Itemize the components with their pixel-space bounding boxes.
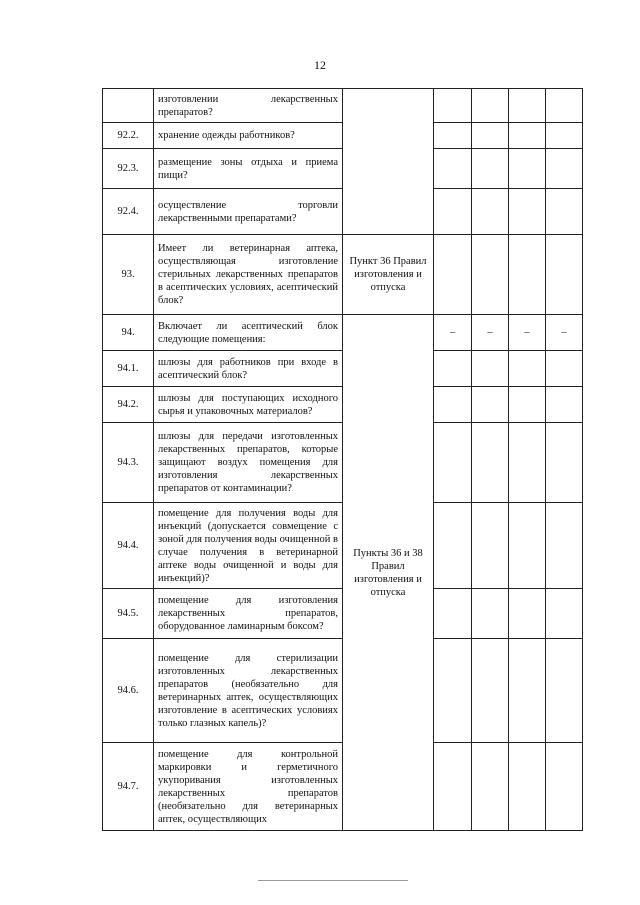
row-number: 94.5. [103, 589, 154, 639]
answer-cell[interactable] [546, 423, 583, 503]
answer-cell[interactable] [472, 423, 509, 503]
legal-reference: Пункты 36 и 38 Правил изготовления и отпуска [343, 315, 434, 831]
answer-cell[interactable] [472, 387, 509, 423]
answer-cell[interactable] [472, 189, 509, 235]
dash-mark: – [472, 315, 509, 351]
answer-cell[interactable] [472, 149, 509, 189]
row-number: 94.3. [103, 423, 154, 503]
row-question: размещение зоны отдыха и приема пищи? [154, 149, 343, 189]
answer-cell[interactable] [509, 743, 546, 831]
dash-mark: – [434, 315, 472, 351]
row-question: помещение для контрольной маркировки и герметичного укупоривания изготовленных лекарственных препаратов (необязательно для ветеринарных аптек, осуществляющих [154, 743, 343, 831]
answer-cell[interactable] [546, 149, 583, 189]
answer-cell[interactable] [434, 189, 472, 235]
row-question: осуществление торговли лекарственными препаратами? [154, 189, 343, 235]
answer-cell[interactable] [472, 589, 509, 639]
row-number: 93. [103, 235, 154, 315]
row-question: хранение одежды работников? [154, 123, 343, 149]
row-number [103, 89, 154, 123]
row-number: 94.2. [103, 387, 154, 423]
row-question: Имеет ли ветеринарная аптека, осуществляющая изготовление стерильных лекарственных препаратов в асептических условиях, асептический блок? [154, 235, 343, 315]
row-number: 94.4. [103, 503, 154, 589]
row-number: 94. [103, 315, 154, 351]
table-row [103, 235, 583, 315]
page-number: 12 [314, 58, 326, 72]
answer-cell[interactable] [509, 189, 546, 235]
row-question: изготовлении лекарственных препаратов? [154, 89, 343, 123]
answer-cell[interactable] [509, 351, 546, 387]
answer-cell[interactable] [472, 123, 509, 149]
answer-cell[interactable] [434, 123, 472, 149]
row-question: шлюзы для работников при входе в асептический блок? [154, 351, 343, 387]
answer-cell[interactable] [434, 423, 472, 503]
answer-cell[interactable] [472, 639, 509, 743]
row-number: 94.1. [103, 351, 154, 387]
answer-cell[interactable] [546, 387, 583, 423]
answer-cell[interactable] [546, 189, 583, 235]
row-question: шлюзы для передачи изготовленных лекарственных препаратов, которые защищают воздух помещения для изготовления лекарственных препаратов от контаминации? [154, 423, 343, 503]
answer-cell[interactable] [509, 423, 546, 503]
dash-mark: – [546, 315, 583, 351]
answer-cell[interactable] [472, 235, 509, 315]
answer-cell[interactable] [434, 149, 472, 189]
answer-cell[interactable] [546, 89, 583, 123]
answer-cell[interactable] [546, 743, 583, 831]
legal-reference-empty [343, 89, 434, 235]
answer-cell[interactable] [434, 639, 472, 743]
answer-cell[interactable] [509, 589, 546, 639]
answer-cell[interactable] [472, 743, 509, 831]
answer-cell[interactable] [546, 235, 583, 315]
answer-cell[interactable] [509, 639, 546, 743]
answer-cell[interactable] [472, 351, 509, 387]
answer-cell[interactable] [546, 589, 583, 639]
answer-cell[interactable] [434, 743, 472, 831]
answer-cell[interactable] [434, 387, 472, 423]
answer-cell[interactable] [546, 351, 583, 387]
row-number: 94.6. [103, 639, 154, 743]
answer-cell[interactable] [434, 503, 472, 589]
checklist-table [102, 88, 583, 831]
answer-cell[interactable] [434, 235, 472, 315]
row-number: 92.4. [103, 189, 154, 235]
row-question: Включает ли асептический блок следующие помещения: [154, 315, 343, 351]
row-number: 92.3. [103, 149, 154, 189]
row-question: помещение для получения воды для инъекций (допускается совмещение с зоной для получения воды очищенной в случае получения в ветеринарной аптеке воды очищенной и воды для инъекций)? [154, 503, 343, 589]
answer-cell[interactable] [509, 387, 546, 423]
answer-cell[interactable] [434, 351, 472, 387]
answer-cell[interactable] [472, 503, 509, 589]
row-question: шлюзы для поступающих исходного сырья и упаковочных материалов? [154, 387, 343, 423]
row-question: помещение для стерилизации изготовленных лекарственных препаратов (необязательно для ветеринарных аптек, осуществляющих изготовление в асептических условиях только глазных капель)? [154, 639, 343, 743]
row-question: помещение для изготовления лекарственных препаратов, оборудованное ламинарным боксом? [154, 589, 343, 639]
row-number: 92.2. [103, 123, 154, 149]
answer-cell[interactable] [546, 503, 583, 589]
bottom-divider [258, 880, 408, 881]
dash-mark: – [509, 315, 546, 351]
answer-cell[interactable] [509, 503, 546, 589]
row-number: 94.7. [103, 743, 154, 831]
answer-cell[interactable] [434, 89, 472, 123]
answer-cell[interactable] [472, 89, 509, 123]
answer-cell[interactable] [546, 639, 583, 743]
table-row [103, 89, 583, 123]
answer-cell[interactable] [509, 123, 546, 149]
answer-cell[interactable] [509, 149, 546, 189]
legal-reference: Пункт 36 Правил изготовления и отпуска [343, 235, 434, 315]
answer-cell[interactable] [509, 89, 546, 123]
answer-cell[interactable] [434, 589, 472, 639]
table-row [103, 315, 583, 351]
answer-cell[interactable] [546, 123, 583, 149]
answer-cell[interactable] [509, 235, 546, 315]
